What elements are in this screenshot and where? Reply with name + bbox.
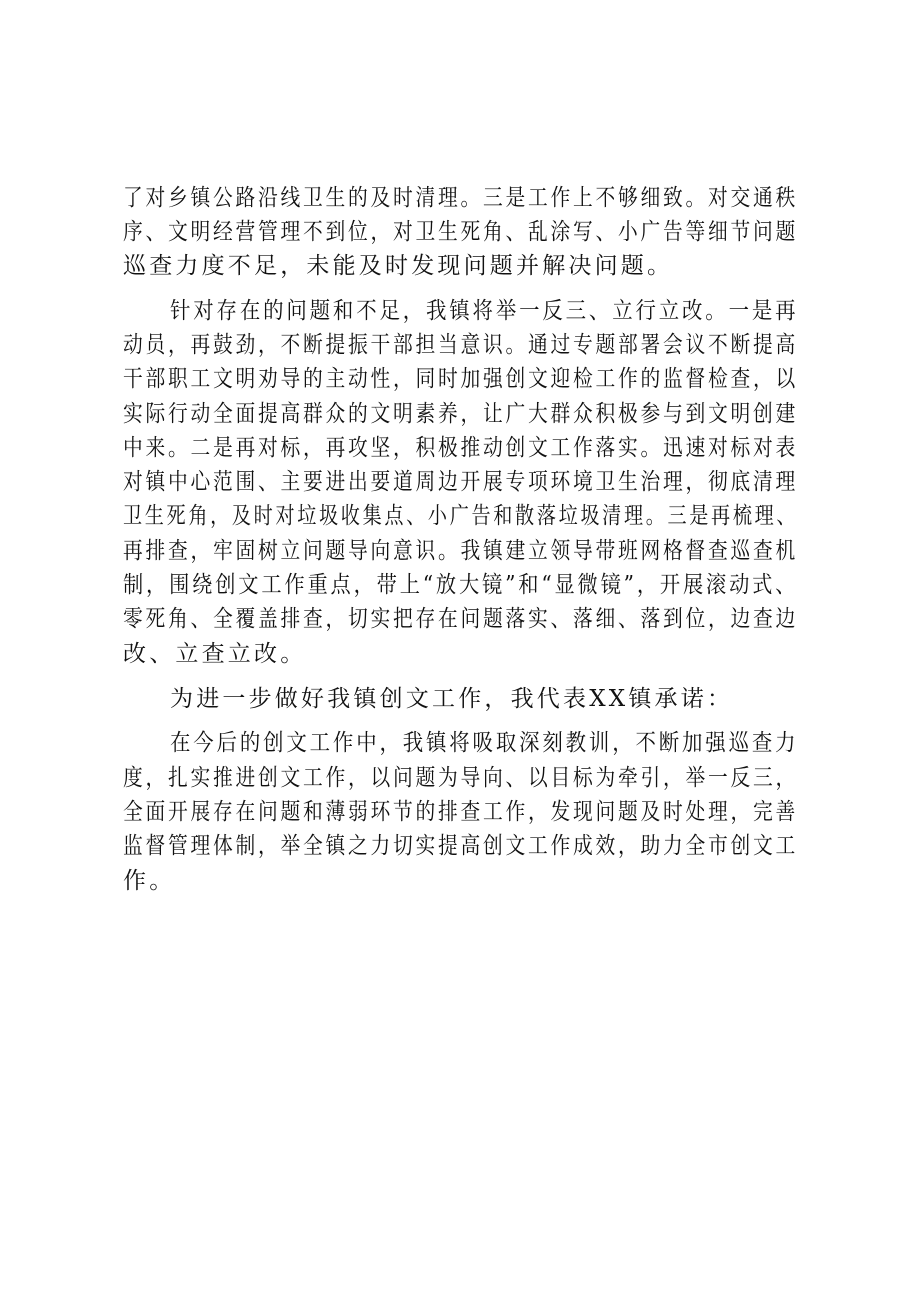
text-line: 干部职工文明劝导的主动性，同时加强创文迎检工作的监督检查，以 <box>123 366 799 392</box>
text-line: 度，扎实推进创文工作，以问题为导向、以目标为牵引，举一反三， <box>123 765 799 791</box>
text-line: 动员，再鼓劲，不断提振干部担当意识。通过专题部署会议不断提高 <box>123 332 799 358</box>
text-line: 序、文明经营管理不到位，对卫生死角、乱涂写、小广告等细节问题 <box>123 219 799 245</box>
text-line: 实际行动全面提高群众的文明素养，让广大群众积极参与到文明创建 <box>123 401 799 427</box>
text-line: 对镇中心范围、主要进出要道周边开展专项环境卫生治理，彻底清理 <box>123 469 799 495</box>
text-line: 零死角、全覆盖排查，切实把存在问题落实、落细、落到位，边查边 <box>123 606 799 632</box>
text-line: 巡查力度不足，未能及时发现问题并解决问题。 <box>123 253 674 279</box>
text-line: 了对乡镇公路沿线卫生的及时清理。三是工作上不够细致。对交通秩 <box>123 185 799 211</box>
text-line: 中来。二是再对标，再攻坚，积极推动创文工作落实。迅速对标对表 <box>123 435 799 461</box>
text-line: 作。 <box>123 868 176 894</box>
text-line: 制，围绕创文工作重点，带上“放大镜”和“显微镜”，开展滚动式、 <box>123 572 799 598</box>
text-line: 全面开展存在问题和薄弱环节的排查工作，发现问题及时处理，完善 <box>123 799 799 825</box>
text-line: 针对存在的问题和不足，我镇将举一反三、立行立改。一是再 <box>170 298 799 324</box>
text-line: 卫生死角，及时对垃圾收集点、小广告和散落垃圾清理。三是再梳理、 <box>123 503 799 529</box>
text-line: 再排查，牢固树立问题导向意识。我镇建立领导带班网格督查巡查机 <box>123 538 799 564</box>
text-line: 在今后的创文工作中，我镇将吸取深刻教训，不断加强巡查力 <box>170 730 799 756</box>
text-line: 为进一步做好我镇创文工作，我代表XX镇承诺： <box>170 686 734 712</box>
text-line: 改、立查立改。 <box>123 641 307 667</box>
text-line: 监督管理体制，举全镇之力切实提高创文工作成效，助力全市创文工 <box>123 833 799 859</box>
